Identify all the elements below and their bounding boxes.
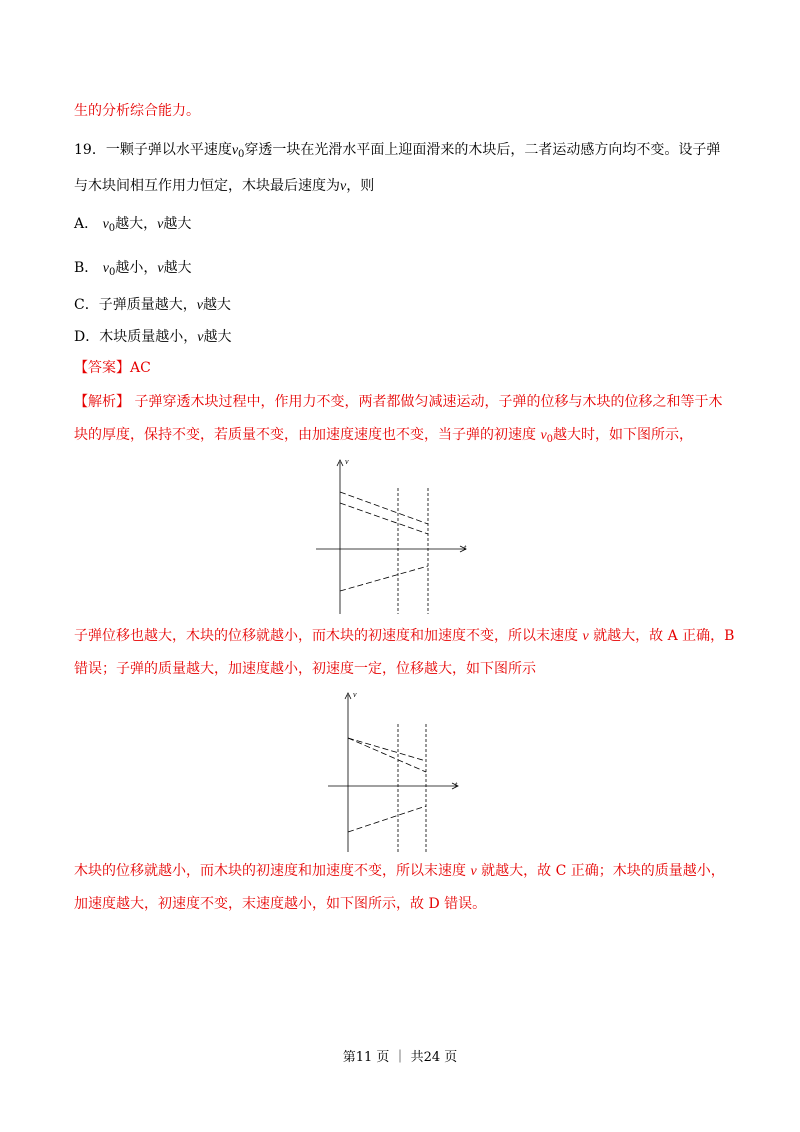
bullet-line-large-mass <box>348 738 426 772</box>
analysis-line-2: 块的厚度，保持不变，若质量不变，由加速度速度也不变，当子弹的初速度 $v_0$越大时，如下图所示， <box>74 427 694 445</box>
option-b: B． $v_0$越小，v越大 <box>74 260 192 278</box>
t-axis-label: t <box>464 543 467 552</box>
analysis-line-4: 错误；子弹的质量越大，加速度越小，初速度一定，位移越大，如下图所示 <box>74 661 536 677</box>
option-d: D．木块质量越小，v越大 <box>74 329 232 345</box>
question-line-1: 19．一颗子弹以水平速度$v_0$穿透一块在光滑水平面上迎面滑来的木块后，二者运动感方向均不变。设子弹 <box>74 142 721 160</box>
answer-line: 【答案】AC <box>74 360 151 376</box>
question-line-2: 与木块间相互作用力恒定，木块最后速度为v，则 <box>74 178 375 194</box>
analysis-line-3: 子弹位移也越大，木块的位移就越小，而木块的初速度和加速度不变，所以末速度 v 就越大，故 A 正确，B <box>74 628 735 644</box>
analysis-line-6: 加速度越大，初速度不变，末速度越小，如下图所示，故 D 错误。 <box>74 896 487 912</box>
option-c: C．子弹质量越大，v越大 <box>74 297 231 313</box>
option-a: A． $v_0$越大，v越大 <box>74 216 192 234</box>
vt-graph-1 <box>314 456 474 616</box>
page-footer: 第11 页 ｜ 共24 页 <box>342 1050 458 1065</box>
analysis-line-1: 【解析】 子弹穿透木块过程中，作用力不变，两者都做匀减速运动，子弹的位移与木块的位移之和等于木 <box>74 394 723 410</box>
block-line <box>348 806 426 832</box>
block-line <box>340 566 428 591</box>
bullet-line-small-mass <box>348 738 426 761</box>
analysis-line-5: 木块的位移就越小，而木块的初速度和加速度不变，所以末速度 v 就越大，故 C 正确；木块的质量越小， <box>74 863 725 879</box>
t-axis-label: t <box>455 780 458 789</box>
intro-text: 生的分析综合能力。 <box>74 103 200 119</box>
vt-graph-2 <box>326 689 466 854</box>
v-axis-label: v <box>353 690 357 699</box>
v-axis-label: v <box>345 457 349 466</box>
